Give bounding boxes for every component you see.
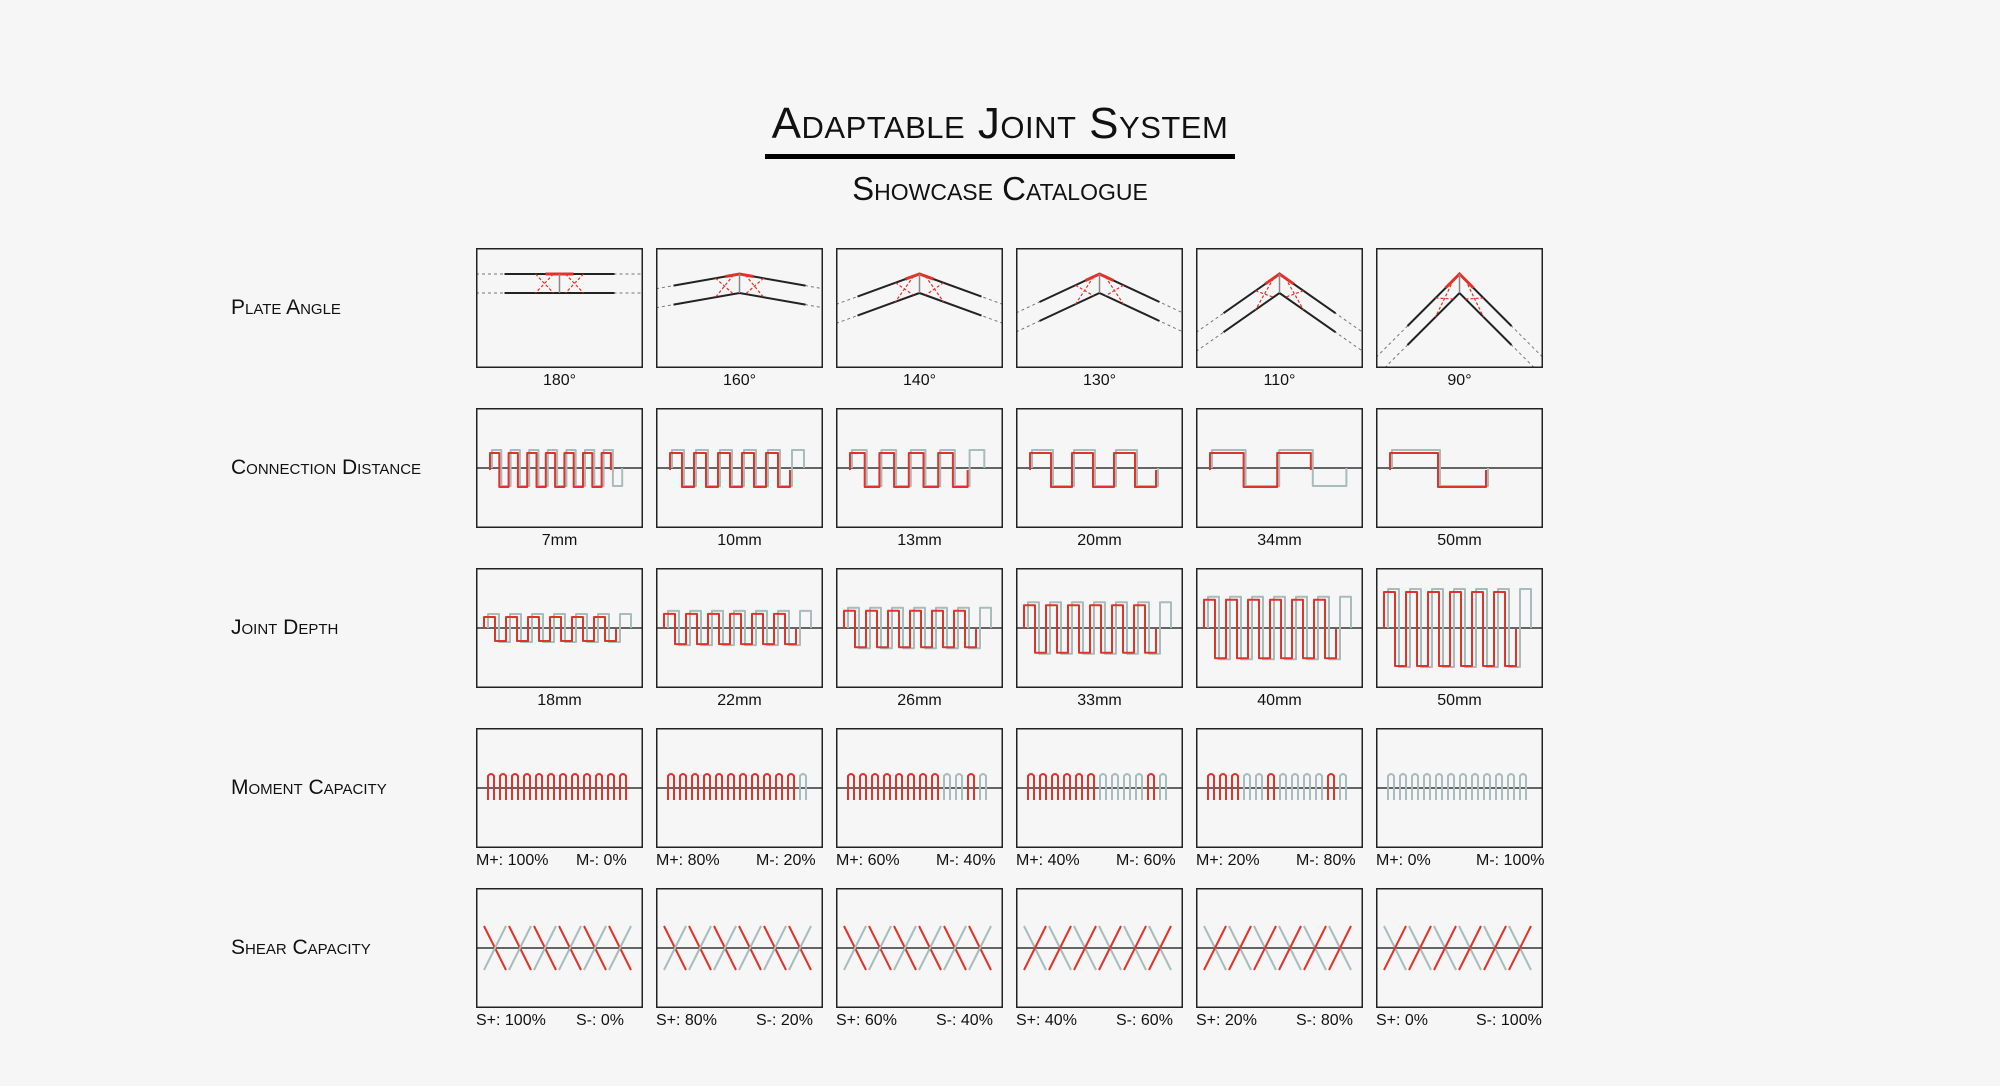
moment-capacity-diagram [1376, 728, 1543, 848]
moment-loop [1448, 774, 1454, 800]
diagram-caption-negative: S-: 100% [1476, 1012, 1542, 1029]
moment-loop [1088, 774, 1094, 800]
moment-loop [608, 774, 614, 800]
moment-loop [908, 774, 914, 800]
joint-diagram-svg [1016, 568, 1183, 688]
moment-loop [1304, 774, 1310, 800]
moment-loop [596, 774, 602, 800]
moment-loop [944, 774, 950, 800]
moment-loop [1232, 774, 1238, 800]
joint-diagram-svg [1016, 728, 1183, 848]
joint-depth-diagram [836, 568, 1003, 688]
moment-loop [1112, 774, 1118, 800]
row-label-plate-angle: Plate Angle [231, 296, 341, 319]
diagram-caption-positive: S+: 20% [1196, 1012, 1257, 1029]
joint-diagram-svg [1376, 248, 1543, 368]
moment-loop [788, 774, 794, 800]
moment-loops [488, 774, 626, 800]
joint-diagram-svg [836, 408, 1003, 528]
moment-loop [1220, 774, 1226, 800]
moment-capacity-diagram [1196, 728, 1363, 848]
diagram-caption-negative: S-: 0% [576, 1012, 625, 1029]
moment-capacity-diagram [836, 728, 1003, 848]
moment-capacity-diagram [1016, 728, 1183, 848]
diagram-frame [1197, 249, 1363, 368]
plate-extension-lines [1016, 288, 1183, 332]
diagram-caption-positive: M+: 40% [1016, 852, 1080, 869]
moment-loops [848, 774, 986, 800]
moment-loops [668, 774, 806, 800]
diagram-caption: 20mm [1077, 532, 1122, 549]
moment-loop [1316, 774, 1322, 800]
diagram-caption-negative: M-: 60% [1116, 852, 1176, 869]
moment-loops [1208, 774, 1346, 800]
red-connector-path [670, 453, 790, 487]
diagram-caption-positive: M+: 60% [836, 852, 900, 869]
joint-diagram-svg [656, 888, 823, 1008]
joint-diagram-svg [1196, 568, 1363, 688]
moment-loop [980, 774, 986, 800]
red-connector-path [1390, 453, 1486, 487]
moment-loop [1484, 774, 1490, 800]
joint-diagram-svg [1196, 408, 1363, 528]
moment-loop [692, 774, 698, 800]
page-title: Adaptable Joint System [771, 99, 1229, 148]
plate-extension-lines [1196, 295, 1363, 351]
joint-diagram-svg [656, 248, 823, 368]
moment-loop [488, 774, 494, 800]
moment-loop [584, 774, 590, 800]
red-connector-path [844, 611, 976, 648]
moment-loop [524, 774, 530, 800]
joint-diagram-svg [1376, 728, 1543, 848]
moment-loop [1520, 774, 1526, 800]
joint-diagram-svg [836, 728, 1003, 848]
moment-loop [1040, 774, 1046, 800]
moment-loop [776, 774, 782, 800]
moment-loop [728, 774, 734, 800]
red-connector-path [1384, 592, 1516, 666]
diagram-caption: 26mm [897, 692, 942, 709]
moment-loop [1424, 774, 1430, 800]
shear-capacity-diagram [836, 888, 1003, 1008]
moment-loop [668, 774, 674, 800]
moment-loop [752, 774, 758, 800]
joint-depth-diagram [1016, 568, 1183, 688]
plate-angle-diagram [1016, 248, 1183, 368]
diagram-caption-negative: M-: 20% [756, 852, 816, 869]
joint-diagram-svg [656, 568, 823, 688]
joint-diagram-svg [1196, 728, 1363, 848]
moment-loop [1472, 774, 1478, 800]
diagram-caption-negative: S-: 20% [756, 1012, 813, 1029]
joint-diagram-svg [836, 248, 1003, 368]
moment-loop [1496, 774, 1502, 800]
moment-loop [1100, 774, 1106, 800]
joint-diagram-svg [476, 888, 643, 1008]
moment-loop [1436, 774, 1442, 800]
moment-loop [1052, 774, 1058, 800]
moment-capacity-diagram [656, 728, 823, 848]
joint-diagram-svg [656, 728, 823, 848]
moment-loop [1124, 774, 1130, 800]
joint-diagram-svg [836, 888, 1003, 1008]
moment-loop [1256, 774, 1262, 800]
joint-diagram-svg [1376, 408, 1543, 528]
moment-loop [860, 774, 866, 800]
red-connector-path [664, 614, 796, 644]
joint-diagram-svg [1376, 568, 1543, 688]
joint-diagram-svg [476, 728, 643, 848]
diagram-caption-negative: S-: 80% [1296, 1012, 1353, 1029]
moment-loop [548, 774, 554, 800]
diagram-caption: 140° [902, 372, 937, 389]
diagram-caption-positive: S+: 60% [836, 1012, 897, 1029]
diagram-caption-positive: M+: 20% [1196, 852, 1260, 869]
diagram-caption: 50mm [1437, 692, 1482, 709]
diagram-caption: 180° [542, 372, 577, 389]
moment-loop [1328, 774, 1334, 800]
moment-loop [848, 774, 854, 800]
red-connector-path [1210, 453, 1311, 487]
moment-loop [968, 774, 974, 800]
joint-diagram-svg [476, 248, 643, 368]
moment-loop [1460, 774, 1466, 800]
moment-loop [1340, 774, 1346, 800]
joint-depth-diagram [1196, 568, 1363, 688]
row-label-shear-capacity: Shear Capacity [231, 936, 371, 959]
diagram-caption: 90° [1447, 372, 1472, 389]
diagram-caption: 7mm [541, 532, 578, 549]
diagram-caption-positive: M+: 0% [1376, 852, 1431, 869]
joint-diagram-svg [1196, 888, 1363, 1008]
moment-loop [800, 774, 806, 800]
diagram-caption-positive: S+: 100% [476, 1012, 546, 1029]
diagram-caption: 50mm [1437, 532, 1482, 549]
red-connector-path [1204, 600, 1336, 658]
moment-loop [1208, 774, 1214, 800]
moment-loop [1400, 774, 1406, 800]
catalogue-header [765, 100, 1235, 209]
joint-diagram-svg [1016, 408, 1183, 528]
diagram-caption-negative: M-: 0% [576, 852, 627, 869]
joint-depth-diagram [656, 568, 823, 688]
moment-loop [764, 774, 770, 800]
diagram-caption: 110° [1263, 372, 1296, 389]
moment-loop [560, 774, 566, 800]
diagram-frame [1017, 249, 1183, 368]
moment-loop [1136, 774, 1142, 800]
diagram-frame [657, 249, 823, 368]
diagram-caption-negative: S-: 40% [936, 1012, 993, 1029]
moment-loop [1028, 774, 1034, 800]
moment-loop [680, 774, 686, 800]
joint-diagram-svg [656, 408, 823, 528]
diagram-caption-negative: M-: 40% [936, 852, 996, 869]
diagram-frame [477, 249, 643, 368]
shear-capacity-diagram [1376, 888, 1543, 1008]
diagram-caption-positive: S+: 40% [1016, 1012, 1077, 1029]
plate-angle-diagram [656, 248, 823, 368]
diagram-caption: 160° [722, 372, 757, 389]
moment-loop [872, 774, 878, 800]
row-label-joint-depth: Joint Depth [231, 616, 339, 639]
moment-loop [716, 774, 722, 800]
diagram-frame [1377, 249, 1543, 368]
diagram-frame [837, 249, 1003, 368]
joint-depth-diagram [1376, 568, 1543, 688]
moment-loop [1268, 774, 1274, 800]
shear-capacity-diagram [656, 888, 823, 1008]
moment-loop [896, 774, 902, 800]
diagram-caption: 130° [1082, 372, 1117, 389]
plate-angle-diagram [1196, 248, 1363, 368]
diagram-caption-positive: M+: 80% [656, 852, 720, 869]
connection-distance-diagram [1196, 408, 1363, 528]
diagram-caption-positive: M+: 100% [476, 852, 549, 869]
plate-angle-diagram [476, 248, 643, 368]
diagram-caption-negative: S-: 60% [1116, 1012, 1173, 1029]
moment-loop [1076, 774, 1082, 800]
joint-diagram-svg [1376, 888, 1543, 1008]
moment-loop [536, 774, 542, 800]
shear-capacity-diagram [1196, 888, 1363, 1008]
moment-loop [1292, 774, 1298, 800]
moment-loop [512, 774, 518, 800]
moment-loop [572, 774, 578, 800]
connection-distance-diagram [656, 408, 823, 528]
row-label-moment-capacity: Moment Capacity [231, 776, 387, 799]
diagram-caption-negative: M-: 100% [1476, 852, 1545, 869]
connection-distance-diagram [476, 408, 643, 528]
red-connector-path [484, 617, 616, 641]
moment-loop [956, 774, 962, 800]
moment-loop [1160, 774, 1166, 800]
connection-distance-diagram [1376, 408, 1543, 528]
grey-connector-path [492, 450, 622, 486]
connection-distance-diagram [836, 408, 1003, 528]
moment-loops [1388, 774, 1526, 800]
connection-distance-diagram [1016, 408, 1183, 528]
joint-diagram-svg [476, 568, 643, 688]
joint-diagram-svg [1196, 248, 1363, 368]
diagram-caption: 18mm [537, 692, 582, 709]
row-label-connection-distance: Connection Distance [231, 456, 422, 479]
diagram-caption-positive: S+: 80% [656, 1012, 717, 1029]
moment-loop [920, 774, 926, 800]
moment-loop [1412, 774, 1418, 800]
moment-loop [932, 774, 938, 800]
joint-depth-diagram [476, 568, 643, 688]
diagram-caption: 22mm [717, 692, 762, 709]
moment-loop [1280, 774, 1286, 800]
plate-angle-diagram [1376, 248, 1543, 368]
diagram-caption: 33mm [1077, 692, 1122, 709]
diagram-caption: 34mm [1257, 532, 1302, 549]
red-connector-path [490, 453, 611, 487]
moment-capacity-diagram [476, 728, 643, 848]
moment-loop [740, 774, 746, 800]
moment-loop [1064, 774, 1070, 800]
diagram-caption-negative: M-: 80% [1296, 852, 1356, 869]
diagram-caption: 40mm [1257, 692, 1302, 709]
joint-diagram-svg [1016, 888, 1183, 1008]
moment-loop [1244, 774, 1250, 800]
joint-diagram-svg [476, 408, 643, 528]
diagram-caption-positive: S+: 0% [1376, 1012, 1429, 1029]
moment-loop [500, 774, 506, 800]
shear-capacity-diagram [1016, 888, 1183, 1008]
diagram-caption: 10mm [717, 532, 762, 549]
moment-loop [620, 774, 626, 800]
moment-loop [1148, 774, 1154, 800]
shear-capacity-diagram [476, 888, 643, 1008]
page-subtitle: Showcase Catalogue [852, 170, 1148, 207]
moment-loop [704, 774, 710, 800]
moment-loop [1388, 774, 1394, 800]
joint-diagram-svg [836, 568, 1003, 688]
plate-angle-diagram [836, 248, 1003, 368]
moment-loops [1028, 774, 1166, 800]
joint-diagram-svg [1016, 248, 1183, 368]
title-rule [765, 154, 1235, 159]
moment-loop [884, 774, 890, 800]
red-connector-path [1024, 605, 1156, 652]
diagram-caption: 13mm [897, 532, 942, 549]
moment-loop [1508, 774, 1514, 800]
plate-extension-lines [1376, 304, 1543, 368]
